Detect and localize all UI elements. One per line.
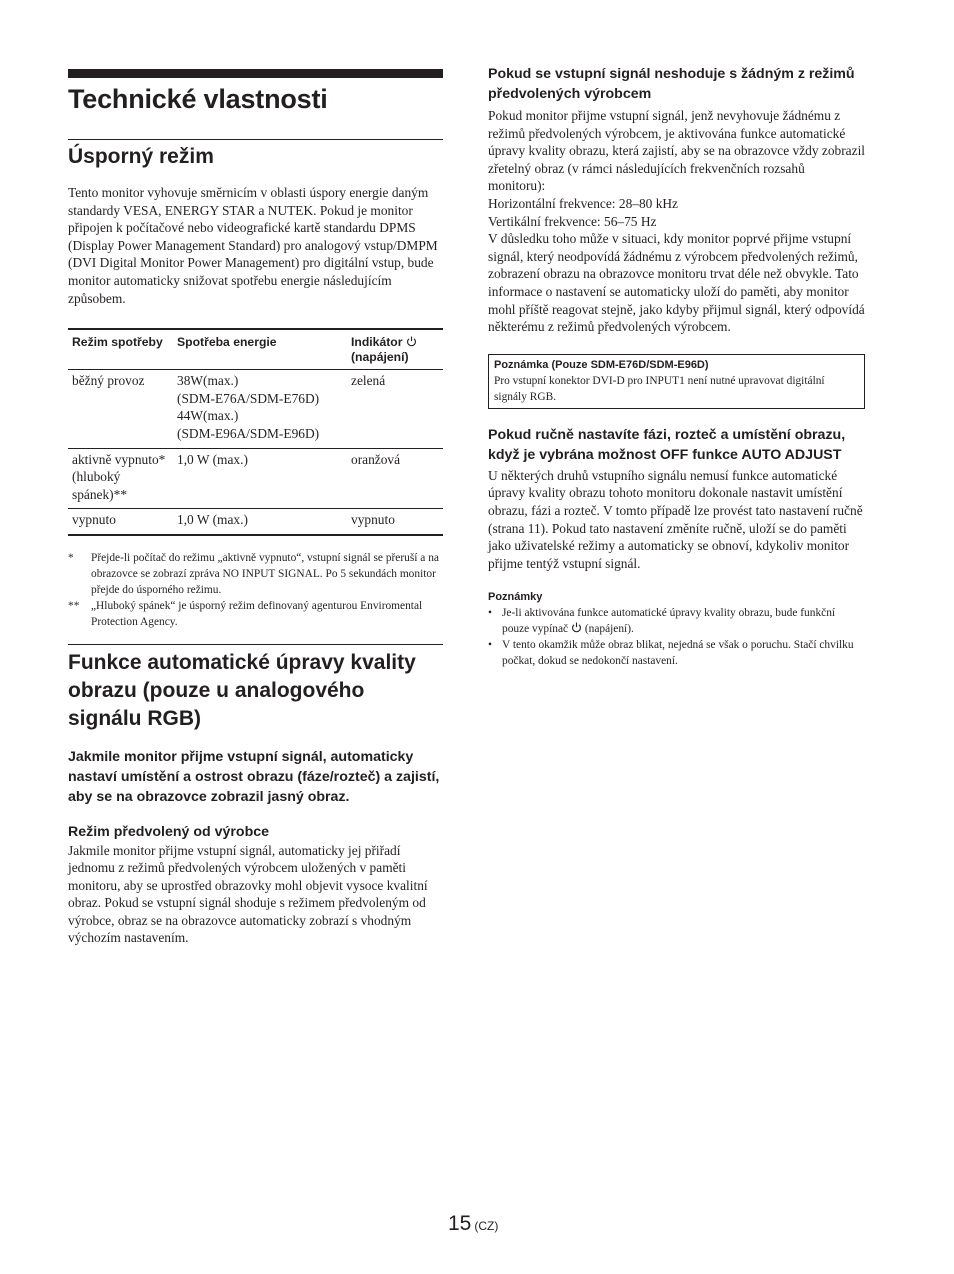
table-row	[68, 370, 443, 448]
page-number-value: 15	[448, 1212, 472, 1235]
left-column	[68, 69, 443, 947]
bullet-text	[502, 605, 865, 637]
manual-adjust-heading: Pokud ručně nastavíte fázi, rozteč a umístění obrazu, když je vybrána možnost OFF funkce AUTO ADJUST	[488, 426, 846, 463]
power-saving-intro: Tento monitor vyhovuje směrnicím v oblasti úspory energie daným standardy VESA, ENERGY STAR a NUTEK. Pokud je monitor připojen k počítačové nebo videografické kartě standardu DPMS (Display Power Management Standard) pro analogový vstup/DMPM (DVI Digital Monitor Power Management) pro digitální vstup, bude monitor automaticky snižovat spotřebu energie následujícím způsobem.	[68, 185, 438, 306]
bullet-text-part: (napájení).	[584, 623, 634, 636]
indicator-sublabel: (napájení)	[351, 350, 409, 365]
factory-preset-heading: Režim předvolený od výrobce	[68, 823, 270, 840]
footnote	[68, 550, 443, 598]
horizontal-frequency: Horizontální frekvence: 28–80 kHz	[488, 195, 679, 211]
bullet-mark: •	[488, 607, 492, 620]
table-cell-indicator: oranžová	[347, 448, 443, 509]
bullet-text-part: Je-li aktivována funkce automatické úpravy kvality obrazu, bude funkční pouze vypínač	[502, 607, 836, 636]
table-cell-mode: běžný provoz	[68, 370, 173, 448]
right-column	[488, 64, 865, 669]
section-heading-auto-adjust: Funkce automatické úpravy kvality obrazu (pouze u analogového signálu RGB)	[68, 650, 416, 730]
list-item	[488, 605, 865, 637]
no-match-text-2: V důsledku toho může v situaci, kdy monitor poprvé přijme vstupní signál, který neodpovídá žádnému z výrobcem předvolených režimů, zobrazení obrazu na obrazovce monitoru trvat déle než obvykle. Tato informace o nastavení se automaticky uloží do paměti, aby monitor mohl příště reagovat stejně, jako kdyby přijmul signál, který odpovídá některému z režimů předvolených výrobcem.	[488, 231, 865, 335]
section-divider	[68, 139, 443, 140]
table-header-indicator	[347, 329, 443, 370]
table-cell-consumption: 1,0 W (max.)	[173, 509, 347, 535]
footnote-mark: **	[68, 599, 80, 612]
section-heading-power-saving: Úsporný režim	[68, 145, 214, 168]
notes-heading: Poznámky	[488, 591, 543, 604]
table-row	[68, 448, 443, 509]
bullet-mark: •	[488, 639, 492, 652]
footnote-text: Přejde-li počítač do režimu „aktivně vypnuto“, vstupní signál se přeruší a na obrazovce se zobrazí zpráva NO INPUT SIGNAL. Po 5 sekundách monitor přejde do úsporného režimu.	[91, 551, 439, 596]
page-number	[448, 1212, 498, 1236]
note-box	[488, 354, 865, 409]
table-cell-mode: vypnuto	[68, 509, 173, 535]
vertical-frequency: Vertikální frekvence: 56–75 Hz	[488, 213, 657, 229]
bullet-text: V tento okamžik může obraz blikat, nejedná se však o poruchu. Stačí chvilku počkat, dokud se nedokončí nastavení.	[502, 639, 854, 668]
table-row	[68, 509, 443, 535]
note-box-text: Pro vstupní konektor DVI-D pro INPUT1 není nutné upravovat digitální signály RGB.	[494, 374, 825, 403]
table-header-consumption: Spotřeba energie	[173, 329, 347, 370]
table-cell-indicator: vypnuto	[347, 509, 443, 535]
indicator-label: Indikátor	[351, 335, 403, 350]
power-table	[68, 328, 443, 536]
title-bar	[68, 69, 443, 78]
power-icon	[571, 622, 582, 633]
footnotes	[68, 550, 443, 630]
consumption-line: 38W(max.)	[177, 373, 239, 389]
consumption-line: 44W(max.)	[177, 408, 239, 424]
page-language-code: (CZ)	[474, 1219, 499, 1233]
list-item	[488, 637, 865, 669]
notes	[488, 590, 865, 669]
consumption-line: (SDM-E76A/SDM-E76D)	[177, 390, 320, 406]
power-icon	[406, 336, 417, 347]
footnote-mark: *	[68, 551, 74, 564]
auto-adjust-lead: Jakmile monitor přijme vstupní signál, automaticky nastaví umístění a ostrost obrazu (fáze/rozteč) a zajistí, aby se na obrazovce zobrazil jasný obraz.	[68, 748, 440, 806]
note-box-title: Poznámka (Pouze SDM-E76D/SDM-E96D)	[494, 358, 709, 371]
table-cell-indicator: zelená	[347, 370, 443, 448]
table-cell-consumption	[173, 370, 347, 448]
factory-preset-text: Jakmile monitor přijme vstupní signál, automaticky jej přiřadí jednomu z režimů předvolených výrobcem uložených v paměti monitoru, aby se uprostřed obrazovky mohl objevit vysoce kvalitní obraz. Pokud se vstupní signál shoduje s režimem předvoleným od výrobce, obraz se na obrazovce automaticky zobrazí s vhodným výchozím nastavením.	[68, 842, 428, 946]
section-divider	[68, 644, 443, 645]
footnote	[68, 598, 443, 630]
footnote-text: „Hluboký spánek“ je úsporný režim definovaný agenturou Enviromental Protection Agency.	[91, 599, 423, 628]
no-match-text: Pokud monitor přijme vstupní signál, jenž nevyhovuje žádnému z režimů předvolených výrobcem, je aktivována funkce automatické úpravy kvality obrazu, která zajistí, aby se na obrazovce vždy zobrazil zřetelný obraz (v rámci následujících frekvenčních rozsahů monitoru):	[488, 108, 866, 194]
consumption-line: (SDM-E96A/SDM-E96D)	[177, 425, 320, 441]
manual-adjust-text: U některých druhů vstupního signálu nemusí funkce automatické úpravy kvality obrazu tohoto monitoru dokonale nastavit umístění obrazu, fázi a rozteč. V tomto případě lze provést tato nastavení ručně (strana 11). Pokud tato nastavení změníte ručně, uloží se do paměti jako uživatelské režimy a automaticky se obnoví, kdykoliv monitor přijme tentýž vstupní signál.	[488, 467, 863, 571]
no-match-heading: Pokud se vstupní signál neshoduje s žádným z režimů předvolených výrobcem	[488, 66, 855, 102]
table-cell-consumption: 1,0 W (max.)	[173, 448, 347, 509]
page-title: Technické vlastnosti	[68, 84, 328, 114]
table-cell-mode: aktivně vypnuto* (hluboký spánek)**	[68, 448, 173, 509]
table-header-mode: Režim spotřeby	[68, 329, 173, 370]
